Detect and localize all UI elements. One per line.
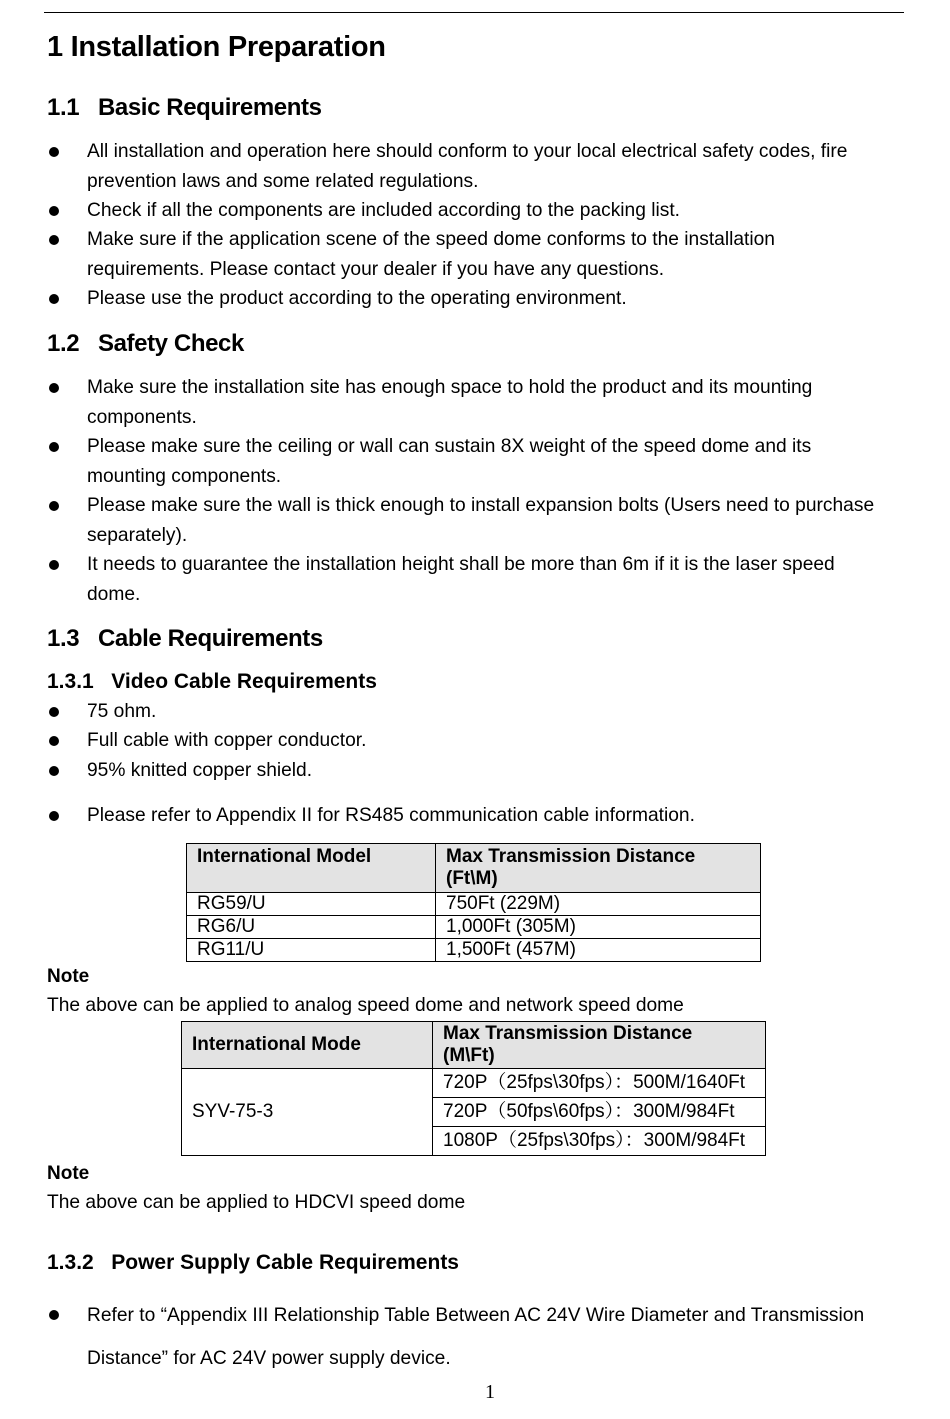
section-heading-basic-requirements: 1.1 Basic Requirements [47,94,322,121]
bullet-icon [49,560,59,570]
chapter-title: 1 Installation Preparation [47,31,386,63]
table-row [187,893,761,916]
table-cell: 750Ft (229M) [436,893,761,916]
list-item: All installation and operation here should conform to your local electrical safety codes, fire prevention laws and some related regulations. [87,137,907,196]
list-item: Please refer to Appendix II for RS485 communication cable information. [87,801,907,831]
subsection-heading-video-cable: 1.3.1 Video Cable Requirements [47,670,377,693]
list-item: Please make sure the wall is thick enough to install expansion bolts (Users need to purchase separately). [87,491,907,550]
table-cell: 1,500Ft (457M) [436,939,761,962]
table-cell: RG6/U [187,916,436,939]
header-rule [44,12,904,13]
cable-model-table [186,843,761,962]
table-header-cell: Max Transmission Distance (M\Ft) [433,1022,766,1069]
table-cell: 1,000Ft (305M) [436,916,761,939]
subsection-heading-power-supply-cable: 1.3.2 Power Supply Cable Requirements [47,1251,459,1274]
table-header-cell: International Model [187,844,436,893]
list-item: 95% knitted copper shield. [87,756,907,786]
list-item: Refer to “Appendix III Relationship Table Between AC 24V Wire Diameter and Transmission Distance” for AC 24V power supply device. [87,1294,907,1380]
list-item: It needs to guarantee the installation height shall be more than 6m if it is the laser speed dome. [87,550,907,609]
table-header-cell: International Mode [182,1022,433,1069]
bullet-icon [49,442,59,452]
bullet-icon [49,501,59,511]
list-item: Make sure the installation site has enough space to hold the product and its mounting components. [87,373,907,432]
note-title: Note [47,966,90,987]
bullet-icon [49,235,59,245]
note-text: The above can be applied to analog speed dome and network speed dome [47,995,684,1016]
list-item: Check if all the components are included according to the packing list. [87,196,907,226]
list-item: Please use the product according to the operating environment. [87,284,907,314]
table-cell: SYV-75-3 [182,1069,433,1156]
table-cell: 720P（50fps\60fps）：300M/984Ft [433,1098,766,1127]
table-cell: 720P（25fps\30fps）：500M/1640Ft [433,1069,766,1098]
bullet-icon [49,811,59,821]
table-cell: RG59/U [187,893,436,916]
section-heading-safety-check: 1.2 Safety Check [47,330,244,357]
bullet-icon [49,1310,59,1320]
table-row [187,939,761,962]
table-cell: 1080P（25fps\30fps）：300M/984Ft [433,1127,766,1156]
bullet-icon [49,707,59,717]
note-title: Note [47,1163,90,1184]
list-item: 75 ohm. [87,697,907,727]
bullet-icon [49,383,59,393]
bullet-icon [49,294,59,304]
hdcvi-cable-table [181,1021,766,1156]
bullet-icon [49,147,59,157]
table-header-cell: Max Transmission Distance (Ft\M) [436,844,761,893]
bullet-icon [49,766,59,776]
table-row [187,916,761,939]
note-text: The above can be applied to HDCVI speed dome [47,1192,466,1213]
section-heading-cable-requirements: 1.3 Cable Requirements [47,625,323,652]
bullet-icon [49,736,59,746]
table-header-row [187,844,761,893]
bullet-icon [49,206,59,216]
table-header-row [182,1022,766,1069]
table-cell: RG11/U [187,939,436,962]
page-number: 1 [485,1381,495,1403]
list-item: Please make sure the ceiling or wall can sustain 8X weight of the speed dome and its mounting components. [87,432,907,491]
list-item: Full cable with copper conductor. [87,726,907,756]
list-item: Make sure if the application scene of the speed dome conforms to the installation requirements. Please contact your dealer if you have any questions. [87,225,907,284]
table-row [182,1069,766,1098]
